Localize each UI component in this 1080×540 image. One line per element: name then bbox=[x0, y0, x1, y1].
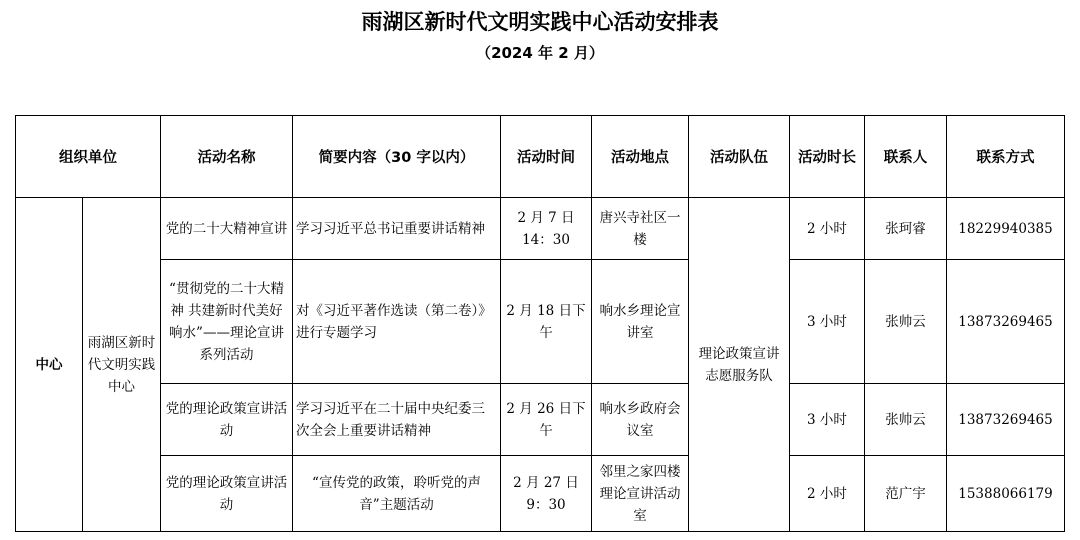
header-name: 活动名称 bbox=[161, 116, 293, 198]
activity-content-cell: 学习习近平总书记重要讲话精神 bbox=[293, 198, 501, 260]
activity-place-cell: 响水乡理论宣讲室 bbox=[592, 260, 689, 384]
activity-place-cell: 邻里之家四楼理论宣讲活动室 bbox=[592, 456, 689, 532]
header-place: 活动地点 bbox=[592, 116, 689, 198]
activity-content-cell: “宣传党的政策，聆听党的声音”主题活动 bbox=[293, 456, 501, 532]
header-duration: 活动时长 bbox=[790, 116, 865, 198]
activity-schedule-table bbox=[15, 115, 1065, 532]
activity-time-cell: 2 月 26 日下午 bbox=[501, 384, 592, 456]
contact-cell: 张珂睿 bbox=[865, 198, 947, 260]
activity-name-cell: 党的理论政策宣讲活动 bbox=[161, 456, 293, 532]
activity-content-cell: 学习习近平在二十届中央纪委三次全会上重要讲话精神 bbox=[293, 384, 501, 456]
header-team: 活动队伍 bbox=[689, 116, 790, 198]
table-row bbox=[16, 260, 1065, 384]
header-content: 简要内容（30 字以内） bbox=[293, 116, 501, 198]
page-title: 雨湖区新时代文明实践中心活动安排表 bbox=[361, 10, 719, 34]
org-level-cell: 中心 bbox=[16, 198, 83, 532]
header-row bbox=[16, 116, 1065, 198]
activity-content-cell: 对《习近平著作选读（第二卷）》进行专题学习 bbox=[293, 260, 501, 384]
activity-name-cell: 党的理论政策宣讲活动 bbox=[161, 384, 293, 456]
contact-cell: 范广宇 bbox=[865, 456, 947, 532]
activity-time-cell: 2 月 18 日下午 bbox=[501, 260, 592, 384]
activity-name-cell: 党的二十大精神宣讲 bbox=[161, 198, 293, 260]
contact-cell: 张帅云 bbox=[865, 384, 947, 456]
phone-cell: 18229940385 bbox=[947, 198, 1065, 260]
duration-cell: 2 小时 bbox=[790, 198, 865, 260]
header-org: 组织单位 bbox=[16, 116, 161, 198]
table-row bbox=[16, 198, 1065, 260]
phone-cell: 13873269465 bbox=[947, 260, 1065, 384]
duration-cell: 2 小时 bbox=[790, 456, 865, 532]
phone-cell: 15388066179 bbox=[947, 456, 1065, 532]
header-contact: 联系人 bbox=[865, 116, 947, 198]
table-row bbox=[16, 456, 1065, 532]
activity-time-cell: 2 月 27 日 9：30 bbox=[501, 456, 592, 532]
activity-name-cell: “贯彻党的二十大精神 共建新时代美好响水”——理论宣讲系列活动 bbox=[161, 260, 293, 384]
header-phone: 联系方式 bbox=[947, 116, 1065, 198]
activity-time-cell: 2 月 7 日 14：30 bbox=[501, 198, 592, 260]
team-cell: 理论政策宣讲志愿服务队 bbox=[689, 198, 790, 532]
duration-cell: 3 小时 bbox=[790, 384, 865, 456]
duration-cell: 3 小时 bbox=[790, 260, 865, 384]
page-subtitle: （2024 年 2 月） bbox=[476, 44, 604, 62]
contact-cell: 张帅云 bbox=[865, 260, 947, 384]
org-name-cell: 雨湖区新时代文明实践中心 bbox=[83, 198, 161, 532]
activity-place-cell: 唐兴寺社区一楼 bbox=[592, 198, 689, 260]
header-time: 活动时间 bbox=[501, 116, 592, 198]
phone-cell: 13873269465 bbox=[947, 384, 1065, 456]
activity-place-cell: 响水乡政府会议室 bbox=[592, 384, 689, 456]
table-row bbox=[16, 384, 1065, 456]
